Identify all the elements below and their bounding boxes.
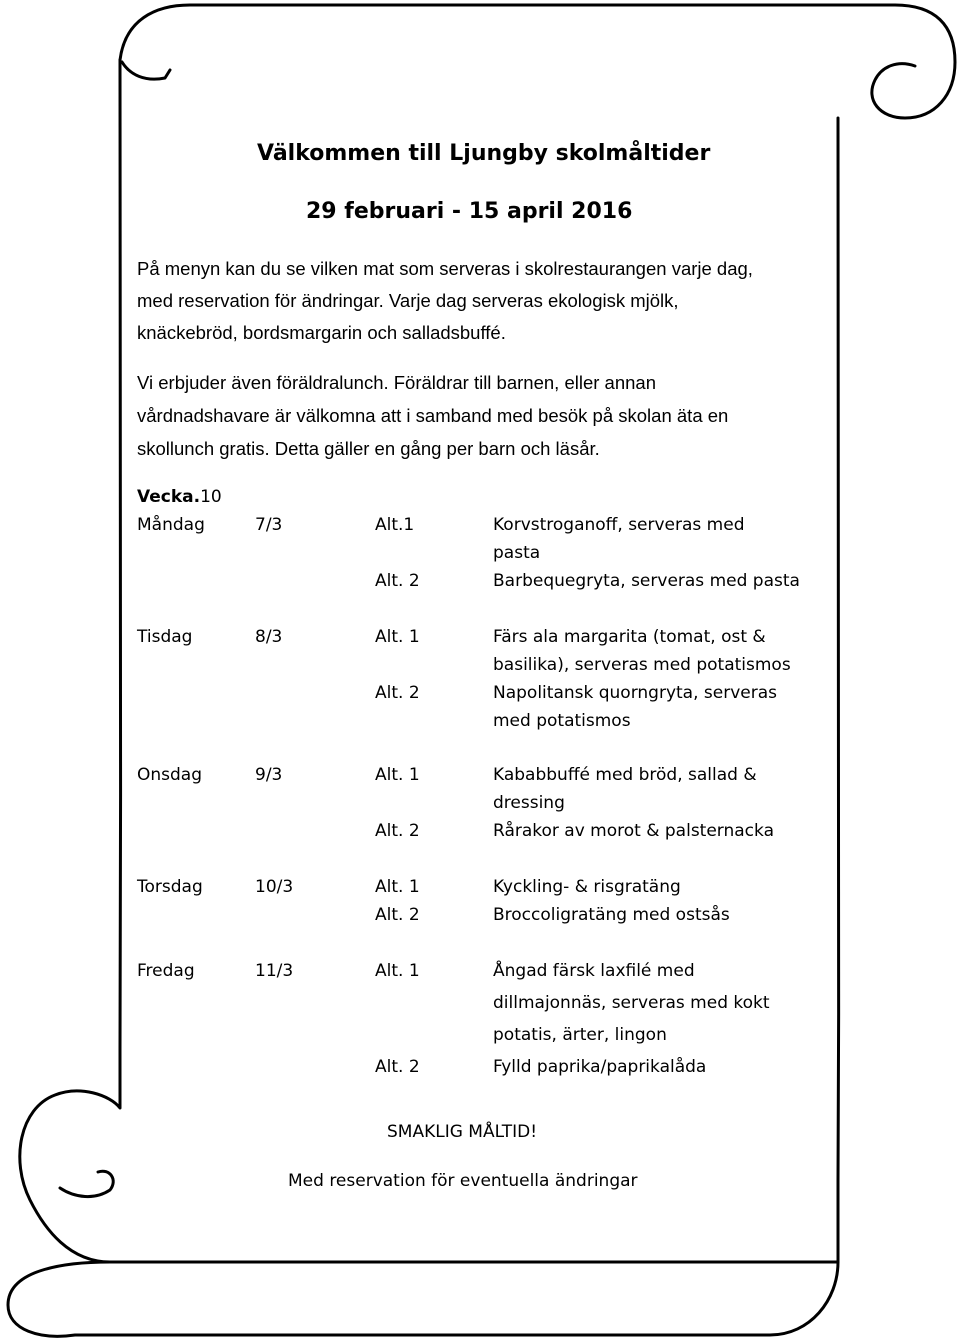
day-name: Tisdag <box>137 627 193 647</box>
dish-line: Barbequegryta, serveras med pasta <box>493 571 800 591</box>
alt-label: Alt. 1 <box>375 961 420 981</box>
day-date: 11/3 <box>255 961 294 981</box>
alt-label: Alt. 1 <box>375 877 420 897</box>
dish-line: Fylld paprika/paprikalåda <box>493 1057 707 1077</box>
dish-line: Kyckling- & risgratäng <box>493 877 681 897</box>
day-date: 8/3 <box>255 627 283 647</box>
dish-line: Kababbuffé med bröd, sallad & <box>493 765 757 785</box>
intro-line: knäckebröd, bordsmargarin och salladsbuffé. <box>137 322 506 343</box>
dish-line: Ångad färsk laxfilé med <box>493 961 695 981</box>
week-label <box>137 487 222 507</box>
intro-line: På menyn kan du se vilken mat som serveras i skolrestaurangen varje dag, <box>137 258 753 279</box>
day-date: 9/3 <box>255 765 283 785</box>
dish-line: Korvstroganoff, serveras med <box>493 515 745 535</box>
page-period: 29 februari - 15 april 2016 <box>306 199 633 224</box>
day-date: 7/3 <box>255 515 283 535</box>
intro-line: skollunch gratis. Detta gäller en gång per barn och läsår. <box>137 438 600 459</box>
alt-label: Alt. 2 <box>375 571 420 591</box>
day-date: 10/3 <box>255 877 294 897</box>
scroll-left-edge <box>119 60 120 1105</box>
week-label-text: Vecka. <box>137 487 201 507</box>
day-name: Fredag <box>137 961 195 981</box>
intro-line: med reservation för ändringar. Varje dag serveras ekologisk mjölk, <box>137 290 679 311</box>
page-title: Välkommen till Ljungby skolmåltider <box>257 141 711 166</box>
dish-line: pasta <box>493 543 541 563</box>
dish-line: dillmajonnäs, serveras med kokt <box>493 993 770 1013</box>
day-name: Torsdag <box>137 877 203 897</box>
dish-line: dressing <box>493 793 565 813</box>
scroll-top-roll <box>120 5 955 118</box>
dish-line: basilika), serveras med potatismos <box>493 655 791 675</box>
dish-line: Rårakor av morot & palsternacka <box>493 821 774 841</box>
alt-label: Alt. 2 <box>375 905 420 925</box>
dish-line: Broccoligratäng med ostsås <box>493 905 730 925</box>
day-name: Måndag <box>137 515 205 535</box>
scroll-right-edge <box>838 118 839 1262</box>
week-number: 10 <box>200 487 222 507</box>
alt-label: Alt. 2 <box>375 821 420 841</box>
intro-line: Vi erbjuder även föräldralunch. Föräldrar till barnen, eller annan <box>137 372 656 393</box>
intro-line: vårdnadshavare är välkomna att i samband med besök på skolan äta en <box>137 405 729 426</box>
dish-line: Färs ala margarita (tomat, ost & <box>493 627 766 647</box>
alt-label: Alt. 2 <box>375 1057 420 1077</box>
dish-line: potatis, ärter, lingon <box>493 1025 667 1045</box>
alt-label: Alt. 1 <box>375 627 420 647</box>
alt-label: Alt. 1 <box>375 765 420 785</box>
alt-label: Alt.1 <box>375 515 415 535</box>
dish-line: Napolitansk quorngryta, serveras <box>493 683 777 703</box>
day-name: Onsdag <box>137 765 203 785</box>
closing-greeting: SMAKLIG MÅLTID! <box>387 1122 538 1142</box>
alt-label: Alt. 2 <box>375 683 420 703</box>
reservation-note: Med reservation för eventuella ändringar <box>288 1171 638 1191</box>
dish-line: med potatismos <box>493 711 631 731</box>
